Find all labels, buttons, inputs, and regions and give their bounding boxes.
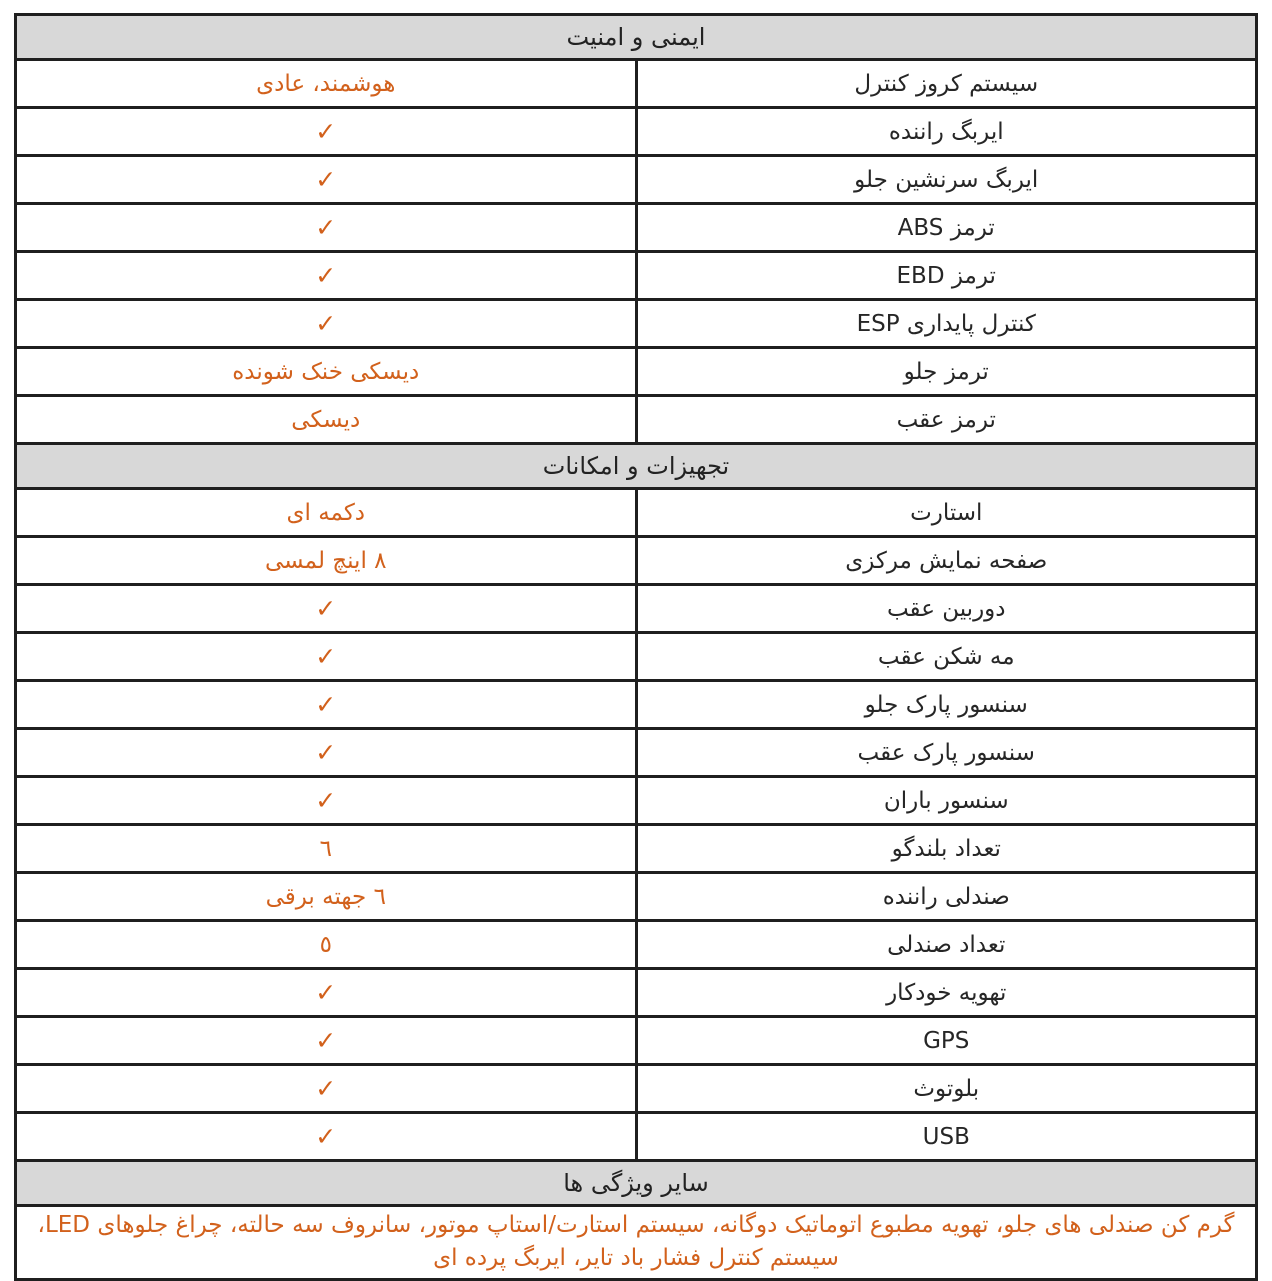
spec-label: ترمز عقب (636, 396, 1257, 444)
spec-value: ٦ (16, 825, 637, 873)
section-title-equipment: تجهیزات و امکانات (16, 444, 1257, 489)
table-row (16, 729, 1257, 777)
spec-label: بلوتوث (636, 1065, 1257, 1113)
check-mark: ✓ (16, 300, 637, 348)
spec-label: تعداد صندلی (636, 921, 1257, 969)
spec-label: صندلی راننده (636, 873, 1257, 921)
spec-label: تعداد بلندگو (636, 825, 1257, 873)
check-mark: ✓ (16, 777, 637, 825)
section-row-other-features (16, 1161, 1257, 1206)
check-mark: ✓ (16, 729, 637, 777)
table-row (16, 1017, 1257, 1065)
spec-label: GPS (636, 1017, 1257, 1065)
table-row (16, 537, 1257, 585)
table-row (16, 489, 1257, 537)
table-row (16, 1113, 1257, 1161)
table-row (16, 60, 1257, 108)
check-mark: ✓ (16, 204, 637, 252)
spec-label: ترمز ABS (636, 204, 1257, 252)
spec-label: ایربگ راننده (636, 108, 1257, 156)
spec-value: ٦ جهته برقی (16, 873, 637, 921)
note-row (16, 1206, 1257, 1280)
table-row (16, 681, 1257, 729)
spec-label: سنسور پارک جلو (636, 681, 1257, 729)
table-row (16, 108, 1257, 156)
check-mark: ✓ (16, 969, 637, 1017)
table-row (16, 585, 1257, 633)
check-mark: ✓ (16, 585, 637, 633)
check-mark: ✓ (16, 108, 637, 156)
spec-label: ایربگ سرنشین جلو (636, 156, 1257, 204)
table-row (16, 873, 1257, 921)
table-row (16, 300, 1257, 348)
car-spec-table (14, 13, 1258, 1281)
table-row (16, 396, 1257, 444)
table-row (16, 969, 1257, 1017)
spec-value: هوشمند، عادی (16, 60, 637, 108)
check-mark: ✓ (16, 1113, 637, 1161)
spec-label: سیستم کروز کنترل (636, 60, 1257, 108)
table-row (16, 1065, 1257, 1113)
section-title-other-features: سایر ویژگی ها (16, 1161, 1257, 1206)
table-row (16, 825, 1257, 873)
check-mark: ✓ (16, 633, 637, 681)
spec-label: سنسور پارک عقب (636, 729, 1257, 777)
spec-label: تهویه خودکار (636, 969, 1257, 1017)
check-mark: ✓ (16, 1065, 637, 1113)
spec-label: صفحه نمایش مرکزی (636, 537, 1257, 585)
table-row (16, 156, 1257, 204)
spec-label: دوربین عقب (636, 585, 1257, 633)
spec-value: دیسکی (16, 396, 637, 444)
section-row-equipment (16, 444, 1257, 489)
table-row (16, 348, 1257, 396)
other-features-note: گرم کن صندلی های جلو، تهویه مطبوع اتوماتیک دوگانه، سیستم استارت/استاپ موتور، سانروف سه حالته، چراغ جلوهای LED، سیستم کنترل فشار باد تایر، ایربگ پرده ای (16, 1206, 1257, 1280)
section-row-safety (16, 15, 1257, 60)
spec-label: سنسور باران (636, 777, 1257, 825)
spec-label: استارت (636, 489, 1257, 537)
spec-label: ترمز جلو (636, 348, 1257, 396)
check-mark: ✓ (16, 252, 637, 300)
section-title-safety: ایمنی و امنیت (16, 15, 1257, 60)
table-row (16, 777, 1257, 825)
spec-value: ٥ (16, 921, 637, 969)
spec-value: دیسکی خنک شونده (16, 348, 637, 396)
check-mark: ✓ (16, 681, 637, 729)
spec-value: ٨ اینچ لمسی (16, 537, 637, 585)
spec-value: دکمه ای (16, 489, 637, 537)
check-mark: ✓ (16, 1017, 637, 1065)
table-row (16, 633, 1257, 681)
table-row (16, 252, 1257, 300)
spec-label: مه شکن عقب (636, 633, 1257, 681)
table-row (16, 921, 1257, 969)
spec-label: USB (636, 1113, 1257, 1161)
table-row (16, 204, 1257, 252)
check-mark: ✓ (16, 156, 637, 204)
spec-label: ترمز EBD (636, 252, 1257, 300)
spec-label: کنترل پایداری ESP (636, 300, 1257, 348)
